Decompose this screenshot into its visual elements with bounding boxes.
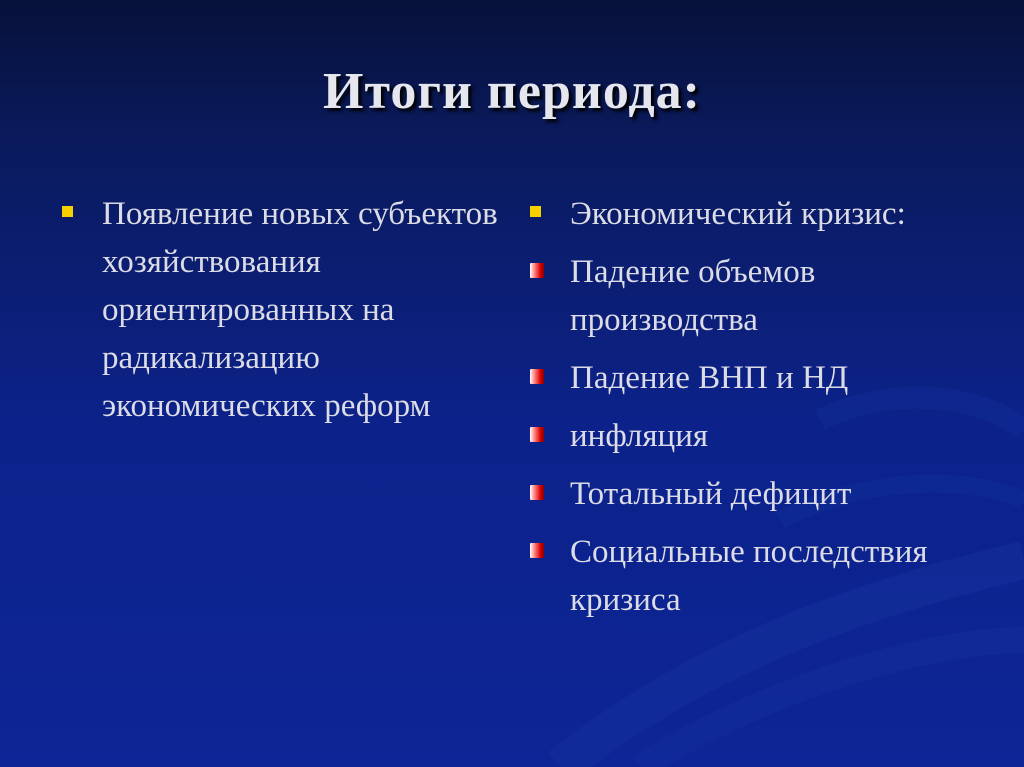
red-bullet-icon — [530, 543, 544, 558]
list-item-text: Появление новых субъектов хозяйствования ориентированных на радикализацию экономических реформ — [102, 196, 498, 424]
red-bullet-icon — [530, 263, 544, 278]
list-item-text: инфляция — [570, 418, 709, 454]
right-column — [530, 190, 1000, 624]
slide-title: Итоги периода: — [323, 63, 701, 120]
list-item — [62, 190, 502, 430]
red-bullet-icon — [530, 485, 544, 500]
list-item — [530, 190, 1000, 238]
yellow-square-bullet-icon — [62, 206, 73, 217]
red-bullet-icon — [530, 369, 544, 384]
list-item-text: Падение ВНП и НД — [570, 360, 849, 396]
list-item-text: Тотальный дефицит — [570, 476, 852, 512]
list-item-text: Падение объемов производства — [570, 254, 816, 338]
list-item — [530, 248, 1000, 344]
red-bullet-icon — [530, 427, 544, 442]
list-item-text: Социальные последствия кризиса — [570, 534, 928, 618]
list-item-text: Экономический кризис: — [570, 196, 906, 232]
list-item — [530, 470, 1000, 518]
list-item — [530, 412, 1000, 460]
left-column — [62, 190, 502, 430]
list-item — [530, 528, 1000, 624]
yellow-square-bullet-icon — [530, 206, 541, 217]
list-item — [530, 354, 1000, 402]
